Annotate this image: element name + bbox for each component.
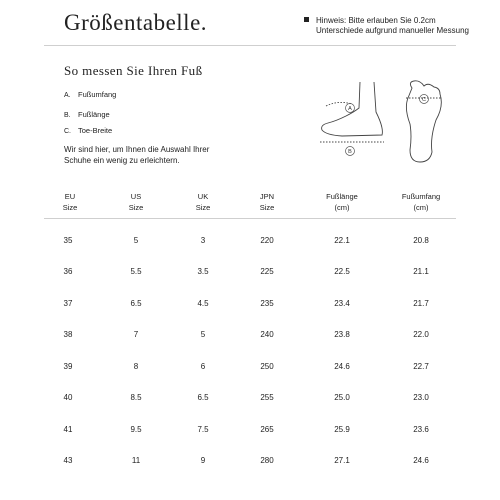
table-cell: 225 (260, 267, 274, 276)
header-eu: EU Size (62, 192, 78, 212)
table-cell: 38 (63, 330, 73, 339)
header-foot-girth: Fußumfang (cm) (401, 192, 441, 212)
foot-sole-outline (406, 81, 441, 162)
table-cell: 22.0 (413, 330, 429, 339)
divider (44, 45, 456, 46)
table-row (0, 456, 500, 466)
table-cell: 8.5 (130, 393, 142, 402)
table-cell: 20.8 (413, 236, 429, 245)
table-cell: 3.5 (197, 267, 209, 276)
table-cell: 25.0 (334, 393, 350, 402)
header-foot-length: Fußlänge (cm) (326, 192, 358, 212)
table-cell: 25.9 (334, 425, 350, 434)
legend-letter: A. (64, 92, 71, 99)
header-jpn: JPN Size (259, 192, 275, 212)
legend-letter: C. (64, 128, 71, 135)
label-c: C (422, 97, 426, 103)
table-cell: 255 (260, 393, 274, 402)
table-cell: 24.6 (334, 362, 350, 371)
table-cell: 6.5 (130, 299, 142, 308)
helper-note (64, 144, 234, 166)
table-cell: 240 (260, 330, 274, 339)
table-cell: 21.1 (413, 267, 429, 276)
legend-item (64, 110, 110, 119)
foot-side-outline (322, 82, 383, 136)
page-title: Größentabelle. (64, 10, 208, 35)
table-cell: 220 (260, 236, 274, 245)
table-cell: 40 (63, 393, 73, 402)
hint-line-1: Hinweis: Bitte erlauben Sie 0.2cm (316, 16, 436, 25)
label-a: A (348, 106, 352, 112)
table-cell: 7 (133, 330, 139, 339)
legend-text: Fußumfang (78, 90, 117, 99)
measurement-hint (316, 16, 469, 36)
table-cell: 6.5 (197, 393, 209, 402)
table-row (0, 425, 500, 435)
table-cell: 22.5 (334, 267, 350, 276)
table-cell: 21.7 (413, 299, 429, 308)
table-cell: 27.1 (334, 456, 350, 465)
header-us: US Size (128, 192, 144, 212)
table-cell: 22.1 (334, 236, 350, 245)
table-cell: 5 (200, 330, 206, 339)
table-cell: 9.5 (130, 425, 142, 434)
table-cell: 39 (63, 362, 73, 371)
table-cell: 235 (260, 299, 274, 308)
table-cell: 5 (133, 236, 139, 245)
legend-letter: B. (64, 112, 71, 119)
table-cell: 23.4 (334, 299, 350, 308)
table-cell: 250 (260, 362, 274, 371)
table-cell: 280 (260, 456, 274, 465)
table-row (0, 236, 500, 246)
table-cell: 8 (133, 362, 139, 371)
note-line-1: Wir sind hier, um Ihnen die Auswahl Ihrer (64, 145, 210, 154)
label-b: B (348, 149, 352, 155)
table-row (0, 393, 500, 403)
bullet-icon (304, 17, 309, 22)
table-cell: 6 (200, 362, 206, 371)
table-cell: 43 (63, 456, 73, 465)
table-cell: 41 (63, 425, 73, 434)
table-cell: 36 (63, 267, 73, 276)
table-cell: 23.0 (413, 393, 429, 402)
table-row (0, 267, 500, 277)
table-cell: 3 (200, 236, 206, 245)
header-uk: UK Size (195, 192, 211, 212)
legend-item (64, 126, 112, 135)
table-cell: 11 (131, 456, 141, 465)
table-row (0, 330, 500, 340)
legend-text: Toe-Breite (78, 126, 113, 135)
hint-line-2: Unterschiede aufgrund manueller Messung (316, 26, 469, 35)
divider (44, 218, 456, 219)
table-cell: 24.6 (413, 456, 429, 465)
section-title: So messen Sie Ihren Fuß (64, 63, 203, 78)
table-row (0, 299, 500, 309)
table-cell: 22.7 (413, 362, 429, 371)
table-row (0, 362, 500, 372)
table-cell: 9 (200, 456, 206, 465)
legend-item (64, 90, 116, 99)
table-cell: 4.5 (197, 299, 209, 308)
legend-text: Fußlänge (78, 110, 110, 119)
table-cell: 7.5 (197, 425, 209, 434)
table-cell: 35 (63, 236, 73, 245)
table-cell: 265 (260, 425, 274, 434)
note-line-2: Schuhe ein wenig zu erleichtern. (64, 156, 180, 165)
table-cell: 23.8 (334, 330, 350, 339)
table-cell: 5.5 (130, 267, 142, 276)
table-cell: 23.6 (413, 425, 429, 434)
foot-diagram (312, 78, 492, 163)
table-cell: 37 (63, 299, 73, 308)
